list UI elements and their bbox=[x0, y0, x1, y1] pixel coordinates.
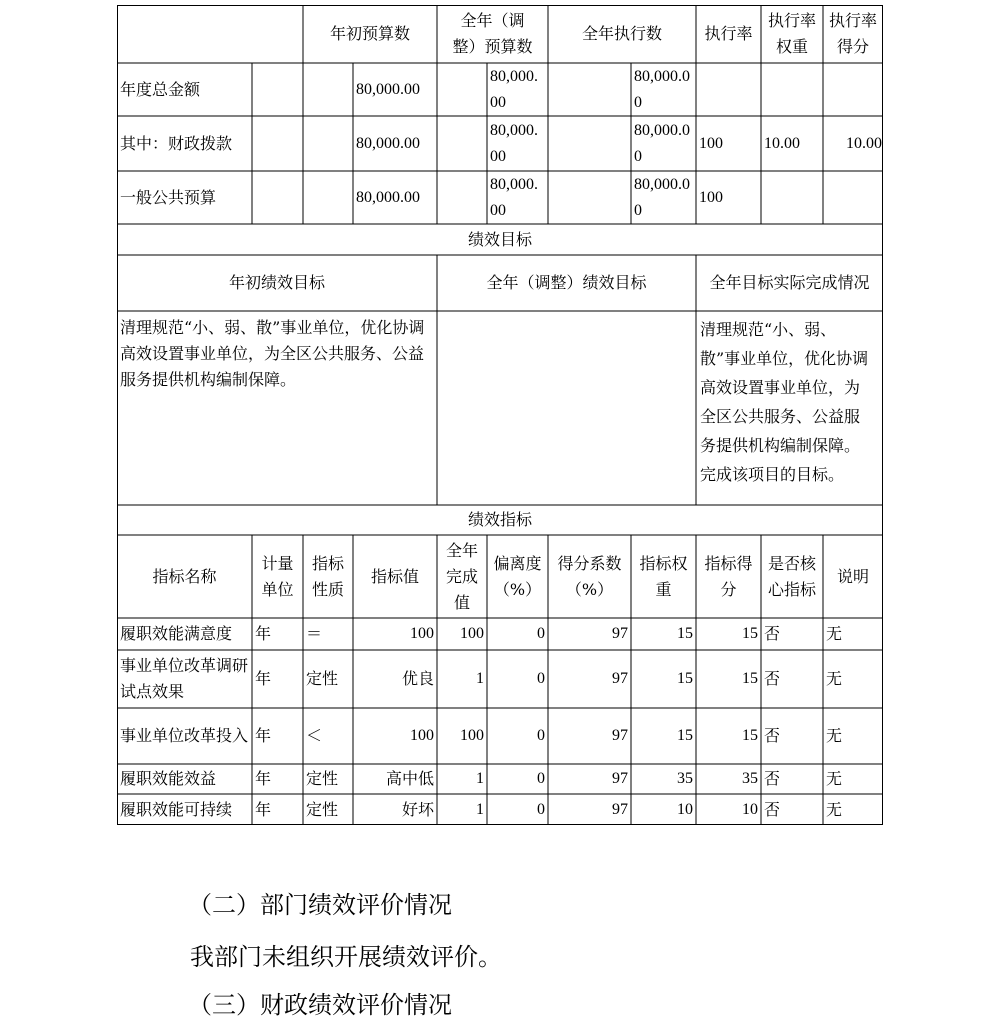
budget-row-executed: 80,000.00 bbox=[634, 121, 690, 165]
indicator-unit: 年 bbox=[255, 799, 272, 819]
indicator-core: 否 bbox=[764, 669, 781, 688]
indicator-name: 事业单位改革调研试点效果 bbox=[120, 656, 249, 701]
budget-row-name: 年度总金额 bbox=[120, 79, 201, 99]
budget-row-weight: 10.00 bbox=[764, 134, 800, 152]
indicator-coef: 97 bbox=[612, 727, 628, 744]
indicator-value: 好坏 bbox=[401, 799, 434, 819]
indicator-coef: 97 bbox=[612, 670, 628, 687]
indicator-note: 无 bbox=[826, 624, 843, 643]
indicator-unit: 年 bbox=[255, 769, 272, 788]
ind-header-value: 指标值 bbox=[370, 566, 419, 586]
budget-row-name: 一般公共预算 bbox=[120, 187, 217, 207]
indicator-nature: 定性 bbox=[306, 669, 339, 688]
budget-row-executed: 80,000.00 bbox=[634, 175, 690, 219]
ind-header-core: 是否核心指标 bbox=[767, 553, 816, 599]
indicator-core: 否 bbox=[764, 624, 781, 643]
ind-header-weight: 指标权重 bbox=[639, 553, 688, 599]
header-executed: 全年执行数 bbox=[581, 24, 662, 43]
indicator-score: 15 bbox=[742, 727, 758, 744]
header-initial-budget: 年初预算数 bbox=[329, 24, 410, 43]
ind-header-name: 指标名称 bbox=[152, 566, 217, 586]
goals-actual-text: 清理规范“小、弱、散”事业单位，优化协调高效设置事业单位，为全区公共服务、公益服务提供机构编制保障。完成该项目的目标。 bbox=[700, 320, 869, 484]
budget-row-adjusted: 80,000.00 bbox=[490, 175, 538, 219]
budget-row-rate: 100 bbox=[699, 188, 723, 206]
indicator-score: 15 bbox=[742, 670, 758, 687]
indicators-section-title: 绩效指标 bbox=[467, 510, 532, 529]
indicator-unit: 年 bbox=[255, 726, 272, 745]
indicator-nature: ＝ bbox=[306, 624, 323, 643]
indicator-nature: ＜ bbox=[306, 726, 323, 745]
indicator-completed: 1 bbox=[476, 770, 484, 787]
indicator-coef: 97 bbox=[612, 625, 628, 642]
budget-row-initial: 80,000.00 bbox=[356, 134, 420, 152]
indicator-completed: 100 bbox=[460, 727, 484, 744]
indicator-nature: 定性 bbox=[306, 769, 339, 788]
budget-row-initial: 80,000.00 bbox=[356, 188, 420, 206]
indicator-name: 履职效能满意度 bbox=[120, 624, 233, 643]
indicator-name: 事业单位改革投入 bbox=[120, 726, 249, 745]
indicator-weight: 35 bbox=[677, 770, 693, 787]
budget-row-executed: 80,000.00 bbox=[634, 67, 690, 111]
indicator-unit: 年 bbox=[255, 669, 272, 688]
indicator-note: 无 bbox=[826, 769, 843, 788]
goals-initial-text: 清理规范“小、弱、散”事业单位，优化协调高效设置事业单位，为全区公共服务、公益服务提供机构编制保障。 bbox=[120, 318, 425, 389]
indicator-value: 100 bbox=[410, 727, 434, 744]
ind-header-coef: 得分系数（%） bbox=[557, 553, 622, 599]
budget-row-adjusted: 80,000.00 bbox=[490, 121, 538, 165]
indicator-deviation: 0 bbox=[537, 770, 545, 787]
budget-row-initial: 80,000.00 bbox=[356, 80, 420, 98]
indicator-value: 优良 bbox=[401, 669, 434, 688]
indicator-core: 否 bbox=[764, 799, 781, 819]
indicator-score: 15 bbox=[742, 625, 758, 642]
goals-adjusted-header: 全年（调整）绩效目标 bbox=[486, 273, 647, 292]
goals-adjusted-text bbox=[437, 311, 696, 505]
budget-row-name: 其中：财政拨款 bbox=[120, 133, 233, 153]
indicator-completed: 1 bbox=[476, 800, 484, 818]
budget-row-score: 10.00 bbox=[846, 134, 882, 152]
indicator-score: 10 bbox=[742, 800, 758, 818]
indicator-weight: 15 bbox=[677, 670, 693, 687]
finance-evaluation-heading: （三）财政绩效评价情况 bbox=[188, 991, 452, 1019]
goals-initial-header: 年初绩效目标 bbox=[228, 273, 325, 292]
budget-row-rate: 100 bbox=[699, 134, 723, 152]
indicator-nature: 定性 bbox=[306, 799, 339, 819]
indicator-weight: 10 bbox=[677, 800, 693, 818]
indicator-unit: 年 bbox=[255, 624, 272, 643]
indicator-core: 否 bbox=[764, 769, 781, 788]
indicator-deviation: 0 bbox=[537, 670, 545, 687]
indicator-note: 无 bbox=[826, 799, 843, 819]
budget-row-adjusted: 80,000.00 bbox=[490, 67, 538, 111]
header-rate-score: 执行率得分 bbox=[828, 11, 877, 56]
indicator-completed: 1 bbox=[476, 670, 484, 687]
ind-header-unit: 计量单位 bbox=[261, 553, 294, 599]
indicator-name: 履职效能可持续 bbox=[120, 799, 233, 819]
goals-section-title: 绩效目标 bbox=[467, 229, 532, 249]
indicator-score: 35 bbox=[742, 770, 758, 787]
ind-header-deviation: 偏离度（%） bbox=[493, 553, 542, 599]
dept-evaluation-heading: （二）部门绩效评价情况 bbox=[188, 891, 452, 919]
header-adjusted-budget: 全年（调整）预算数 bbox=[452, 11, 533, 56]
indicator-deviation: 0 bbox=[537, 625, 545, 642]
indicator-deviation: 0 bbox=[537, 800, 545, 818]
indicator-coef: 97 bbox=[612, 800, 628, 818]
dept-evaluation-text: 我部门未组织开展绩效评价。 bbox=[190, 943, 502, 971]
indicator-weight: 15 bbox=[677, 727, 693, 744]
indicator-name: 履职效能效益 bbox=[120, 769, 217, 788]
indicator-note: 无 bbox=[826, 726, 843, 745]
header-rate-weight: 执行率权重 bbox=[767, 11, 816, 56]
performance-table bbox=[117, 5, 883, 825]
indicator-value: 高中低 bbox=[385, 769, 434, 788]
ind-header-note: 说明 bbox=[836, 566, 869, 586]
indicator-note: 无 bbox=[826, 669, 843, 688]
indicator-deviation: 0 bbox=[537, 727, 545, 744]
goals-actual-header: 全年目标实际完成情况 bbox=[709, 273, 870, 292]
ind-header-completed: 全年完成值 bbox=[446, 540, 479, 612]
ind-header-nature: 指标性质 bbox=[311, 553, 344, 599]
indicator-completed: 100 bbox=[460, 625, 484, 642]
header-execution-rate: 执行率 bbox=[704, 24, 753, 43]
indicator-core: 否 bbox=[764, 726, 781, 745]
indicator-value: 100 bbox=[410, 625, 434, 642]
ind-header-score: 指标得分 bbox=[704, 553, 753, 599]
indicator-weight: 15 bbox=[677, 625, 693, 642]
indicator-coef: 97 bbox=[612, 770, 628, 787]
